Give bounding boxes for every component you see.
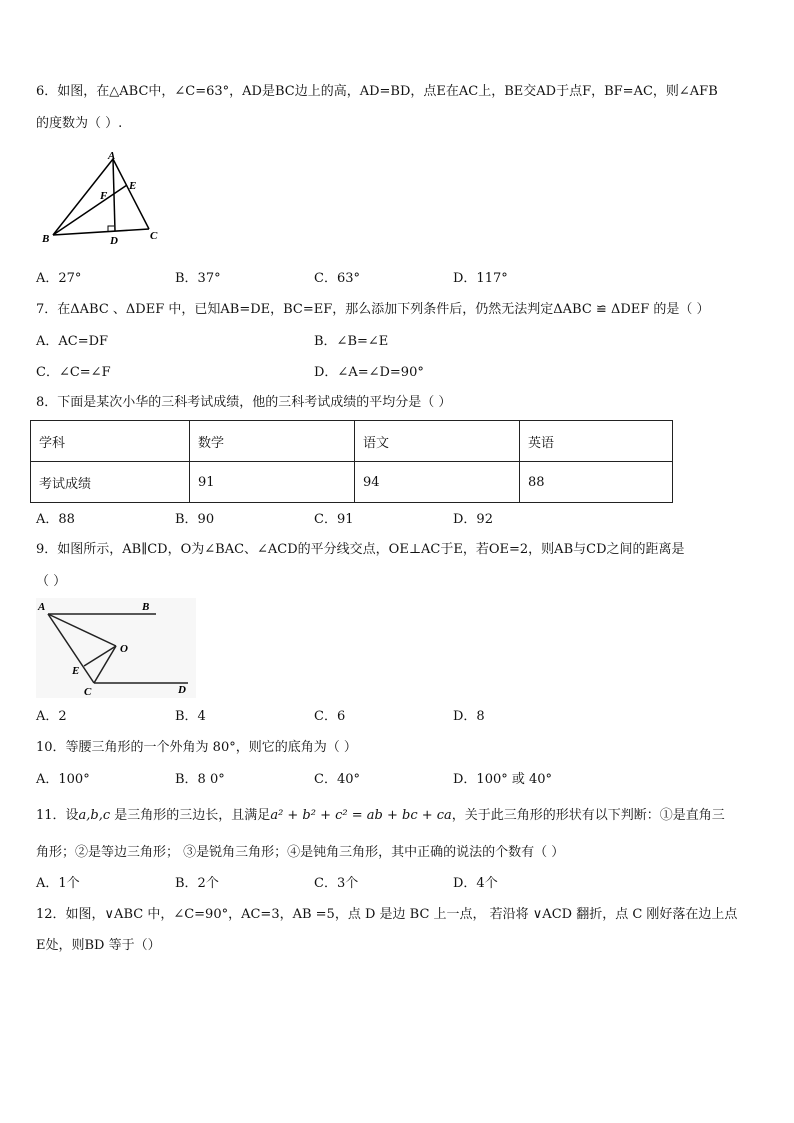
table-header-row: [31, 421, 673, 462]
q11-option-a[interactable]: A．1个: [36, 876, 80, 891]
q8-option-c[interactable]: C．91: [314, 512, 354, 527]
q6-label-D: D: [110, 235, 118, 247]
q7-option-b[interactable]: B．∠B=∠E: [314, 334, 389, 349]
q9-label-A: A: [38, 601, 46, 613]
q9-option-d[interactable]: D．8: [453, 709, 485, 724]
q8-text: 8．下面是某次小华的三科考试成绩，他的三科考试成绩的平均分是（ ）: [36, 395, 452, 410]
q6-triangle-figure: [36, 150, 166, 250]
q6-text-line2: 的度数为（ ）.: [36, 116, 123, 131]
q6-label-E: E: [129, 180, 137, 192]
q11-equation: a² + b² + c² = ab + bc + ca: [270, 808, 452, 823]
table-header-cell: 学科: [31, 421, 190, 462]
table-cell: 94: [355, 462, 520, 503]
q11-option-b[interactable]: B．2个: [175, 876, 219, 891]
table-cell: 91: [190, 462, 355, 503]
q8-option-b[interactable]: B．90: [175, 512, 215, 527]
q7-option-c[interactable]: C．∠C=∠F: [36, 365, 111, 380]
q10-option-d[interactable]: D．100° 或 40°: [453, 772, 553, 787]
q6-option-a[interactable]: A．27°: [36, 271, 82, 286]
q6-label-A: A: [108, 150, 116, 162]
table-header-cell: 数学: [190, 421, 355, 462]
table-header-cell: 英语: [520, 421, 673, 462]
table-row: [31, 462, 673, 503]
table-cell: 88: [520, 462, 673, 503]
q9-text-line2: （ ）: [36, 574, 67, 589]
q10-option-b[interactable]: B．8 0°: [175, 772, 225, 787]
q11-prefix: 11．设: [36, 808, 79, 823]
q6-label-C: C: [150, 230, 158, 242]
q12-text-line2: E处，则BD 等于（）: [36, 938, 161, 953]
q10-text: 10．等腰三角形的一个外角为 80°，则它的底角为（ ）: [36, 740, 357, 755]
q10-option-c[interactable]: C．40°: [314, 772, 360, 787]
q9-text-line1: 9．如图所示，AB∥CD，O为∠BAC、∠ACD的平分线交点，OE⊥AC于E，若OE=2，则AB与CD之间的距离是: [36, 542, 685, 557]
table-cell: 考试成绩: [31, 462, 190, 503]
q11-text-line2: 角形；②是等边三角形； ③是锐角三角形；④是钝角三角形，其中正确的说法的个数有（ ）: [36, 845, 565, 860]
q6-option-d[interactable]: D．117°: [453, 271, 508, 286]
q9-label-E: E: [72, 665, 80, 677]
q9-parallel-lines-figure: [36, 598, 196, 698]
q11-text-line1: [36, 806, 725, 826]
q6-option-b[interactable]: B．37°: [175, 271, 221, 286]
q11-option-d[interactable]: D．4个: [453, 876, 498, 891]
q11-suffix: ，关于此三角形的形状有以下判断：①是直角三: [451, 808, 725, 823]
q12-text-line1: 12．如图，∨ABC 中，∠C=90°，AC=3，AB =5，点 D 是边 BC 上一点， 若沿将 ∨ACD 翻折，点 C 刚好落在边上点: [36, 907, 738, 922]
q9-label-C: C: [84, 686, 92, 698]
table-header-cell: 语文: [355, 421, 520, 462]
q11-option-c[interactable]: C．3个: [314, 876, 359, 891]
q11-middle: 是三角形的三边长，且满足: [110, 808, 271, 823]
q9-label-D: D: [178, 684, 186, 696]
q8-score-table: [30, 420, 673, 503]
q8-option-a[interactable]: A．88: [36, 512, 75, 527]
q8-option-d[interactable]: D．92: [453, 512, 493, 527]
q11-variables: a,b,c: [78, 808, 111, 823]
q9-label-B: B: [142, 601, 150, 613]
q6-text-line1: 6．如图，在△ABC中，∠C=63°，AD是BC边上的高，AD=BD，点E在AC上，BE交AD于点F，BF=AC，则∠AFB: [36, 84, 718, 99]
q7-text: 7．在ΔABC 、ΔDEF 中，已知AB=DE，BC=EF，那么添加下列条件后，仍然无法判定ΔABC ≌ ΔDEF 的是（ ）: [36, 302, 710, 317]
q6-label-B: B: [42, 233, 50, 245]
q6-label-F: F: [100, 190, 108, 202]
q9-label-O: O: [120, 643, 128, 655]
q10-option-a[interactable]: A．100°: [36, 772, 90, 787]
q6-option-c[interactable]: C．63°: [314, 271, 360, 286]
q9-option-a[interactable]: A．2: [36, 709, 67, 724]
q9-option-c[interactable]: C．6: [314, 709, 346, 724]
q7-option-d[interactable]: D．∠A=∠D=90°: [314, 365, 424, 380]
q9-option-b[interactable]: B．4: [175, 709, 206, 724]
q7-option-a[interactable]: A．AC=DF: [36, 334, 109, 349]
